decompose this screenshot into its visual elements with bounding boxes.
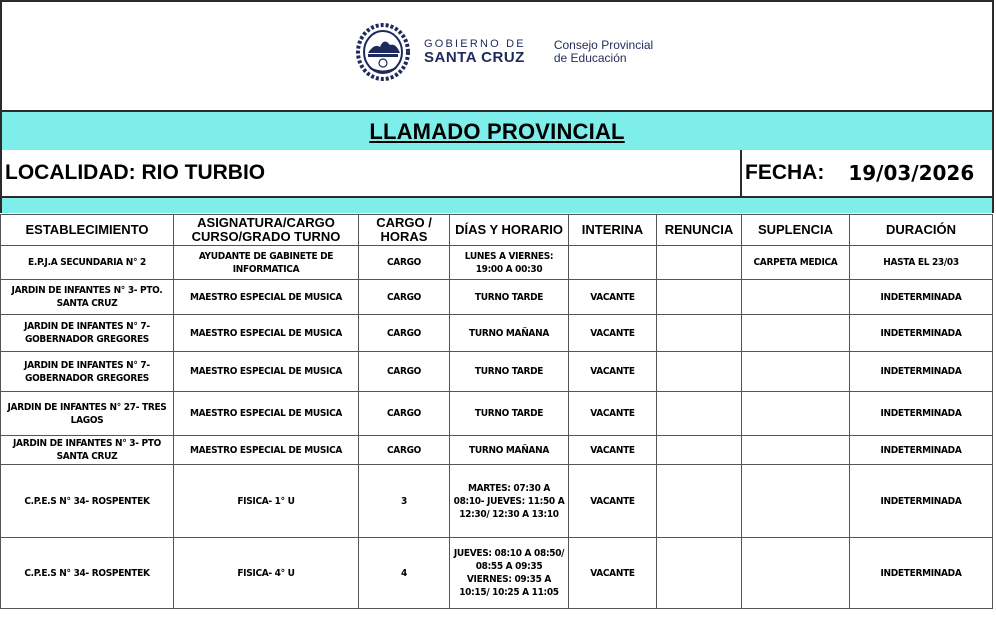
date-label: FECHA:	[745, 161, 825, 184]
title-band	[0, 110, 994, 153]
government-line-2: SANTA CRUZ	[424, 49, 525, 66]
cell-cargo-horas: 3	[359, 465, 450, 538]
cell-asignatura: AYUDANTE DE GABINETE DE INFORMATICA	[174, 246, 359, 280]
cell-interina: VACANTE	[569, 392, 657, 436]
locality-label: LOCALIDAD: RIO TURBIO	[2, 150, 742, 196]
cell-cargo-horas: 4	[359, 538, 450, 609]
cell-asignatura: FISICA- 4° U	[174, 538, 359, 609]
table-header-row	[1, 215, 993, 246]
table-row	[1, 352, 993, 392]
cell-dias-horario: TURNO MAÑANA	[450, 436, 569, 465]
government-line-1: GOBIERNO DE	[424, 38, 526, 50]
cell-interina: VACANTE	[569, 436, 657, 465]
cell-asignatura: MAESTRO ESPECIAL DE MUSICA	[174, 436, 359, 465]
column-header-cargo-horas: CARGO / HORAS	[359, 215, 450, 246]
cell-establecimiento: JARDIN DE INFANTES N° 3- PTO. SANTA CRUZ	[1, 280, 174, 315]
cell-suplencia	[742, 436, 850, 465]
cell-duracion: INDETERMINADA	[850, 436, 993, 465]
government-wordmark	[424, 38, 526, 66]
cell-cargo-horas: CARGO	[359, 280, 450, 315]
cell-suplencia	[742, 465, 850, 538]
table-row	[1, 465, 993, 538]
cell-duracion: INDETERMINADA	[850, 352, 993, 392]
cell-cargo-horas: CARGO	[359, 352, 450, 392]
cell-dias-horario: TURNO TARDE	[450, 352, 569, 392]
column-header-asignatura: ASIGNATURA/CARGO CURSO/GRADO TURNO	[174, 215, 359, 246]
cell-renuncia	[657, 246, 742, 280]
cell-renuncia	[657, 280, 742, 315]
table-row	[1, 315, 993, 352]
column-header-interina: INTERINA	[569, 215, 657, 246]
column-header-dias-horario: DÍAS Y HORARIO	[450, 215, 569, 246]
cell-suplencia: CARPETA MEDICA	[742, 246, 850, 280]
date-value: 19/03/2026	[848, 161, 975, 185]
table-row	[1, 436, 993, 465]
cell-asignatura: MAESTRO ESPECIAL DE MUSICA	[174, 280, 359, 315]
cell-dias-horario: TURNO TARDE	[450, 392, 569, 436]
column-header-duracion: DURACIÓN	[850, 215, 993, 246]
cell-renuncia	[657, 436, 742, 465]
table-row	[1, 392, 993, 436]
cell-renuncia	[657, 392, 742, 436]
cell-suplencia	[742, 538, 850, 609]
cell-cargo-horas: CARGO	[359, 436, 450, 465]
cell-interina: VACANTE	[569, 315, 657, 352]
cell-renuncia	[657, 465, 742, 538]
cell-establecimiento: JARDIN DE INFANTES N° 27- TRES LAGOS	[1, 392, 174, 436]
locality-date-row	[0, 150, 994, 198]
cell-cargo-horas: CARGO	[359, 315, 450, 352]
separator-band	[0, 198, 994, 213]
cell-establecimiento: JARDIN DE INFANTES N° 7- GOBERNADOR GREGORES	[1, 315, 174, 352]
vacancy-table	[0, 214, 993, 609]
cell-duracion: INDETERMINADA	[850, 315, 993, 352]
cell-establecimiento: JARDIN DE INFANTES N° 3- PTO SANTA CRUZ	[1, 436, 174, 465]
cell-renuncia	[657, 538, 742, 609]
cell-establecimiento: JARDIN DE INFANTES N° 7- GOBERNADOR GREGORES	[1, 352, 174, 392]
cell-dias-horario: JUEVES: 08:10 A 08:50/ 08:55 A 09:35 VIERNES: 09:35 A 10:15/ 10:25 A 11:05	[450, 538, 569, 609]
cell-asignatura: FISICA- 1° U	[174, 465, 359, 538]
cell-cargo-horas: CARGO	[359, 246, 450, 280]
council-line-1: Consejo Provincial	[553, 38, 654, 52]
column-header-renuncia: RENUNCIA	[657, 215, 742, 246]
table-row	[1, 246, 993, 280]
cell-establecimiento: E.P.J.A SECUNDARIA N° 2	[1, 246, 174, 280]
cell-dias-horario: TURNO TARDE	[450, 280, 569, 315]
council-wordmark	[554, 39, 653, 65]
cell-asignatura: MAESTRO ESPECIAL DE MUSICA	[174, 352, 359, 392]
cell-suplencia	[742, 352, 850, 392]
cell-duracion: INDETERMINADA	[850, 465, 993, 538]
cell-dias-horario: TURNO MAÑANA	[450, 315, 569, 352]
logo-header	[0, 0, 994, 111]
table-row	[1, 538, 993, 609]
column-header-suplencia: SUPLENCIA	[742, 215, 850, 246]
cell-duracion: INDETERMINADA	[850, 538, 993, 609]
cell-establecimiento: C.P.E.S N° 34- ROSPENTEK	[1, 538, 174, 609]
cell-asignatura: MAESTRO ESPECIAL DE MUSICA	[174, 392, 359, 436]
cell-suplencia	[742, 392, 850, 436]
cell-cargo-horas: CARGO	[359, 392, 450, 436]
cell-dias-horario: MARTES: 07:30 A 08:10- JUEVES: 11:50 A 12:30/ 12:30 A 13:10	[450, 465, 569, 538]
cell-renuncia	[657, 352, 742, 392]
date-cell	[742, 150, 992, 196]
cell-establecimiento: C.P.E.S N° 34- ROSPENTEK	[1, 465, 174, 538]
cell-interina	[569, 246, 657, 280]
cell-suplencia	[742, 280, 850, 315]
cell-renuncia	[657, 315, 742, 352]
cell-interina: VACANTE	[569, 465, 657, 538]
cell-suplencia	[742, 315, 850, 352]
cell-duracion: INDETERMINADA	[850, 392, 993, 436]
cell-interina: VACANTE	[569, 538, 657, 609]
column-header-establecimiento: ESTABLECIMIENTO	[1, 215, 174, 246]
cell-duracion: INDETERMINADA	[850, 280, 993, 315]
cell-dias-horario: LUNES A VIERNES: 19:00 A 00:30	[450, 246, 569, 280]
page-title: LLAMADO PROVINCIAL	[369, 118, 625, 144]
provincial-seal-icon	[356, 23, 410, 81]
logo-group	[356, 23, 653, 81]
table-row	[1, 280, 993, 315]
cell-asignatura: MAESTRO ESPECIAL DE MUSICA	[174, 315, 359, 352]
cell-interina: VACANTE	[569, 280, 657, 315]
council-line-2: de Educación	[553, 51, 627, 65]
cell-interina: VACANTE	[569, 352, 657, 392]
cell-duracion: HASTA EL 23/03	[850, 246, 993, 280]
